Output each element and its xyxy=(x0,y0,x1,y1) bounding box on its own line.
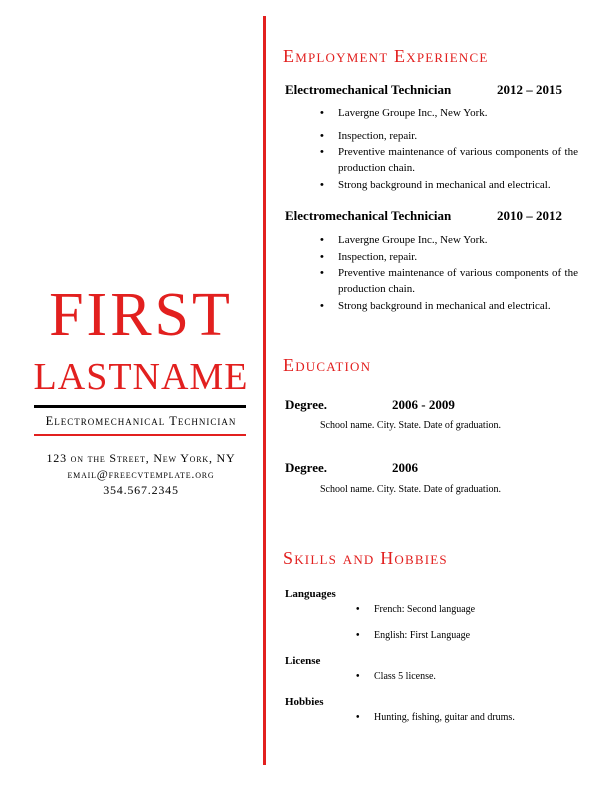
edu-degree-1: Degree. xyxy=(285,397,327,412)
bullet-dot: • xyxy=(356,630,360,641)
edu-detail-1: School name. City. State. Date of graduation. xyxy=(320,420,501,431)
bullet-dot: • xyxy=(356,712,360,723)
last-name: LASTNAME xyxy=(33,356,249,398)
bullet-dot: • xyxy=(320,107,324,119)
edu-detail-2: School name. City. State. Date of graduation. xyxy=(320,484,501,495)
skills-heading: Skills and Hobbies xyxy=(283,548,448,568)
first-name: FIRST xyxy=(49,281,233,349)
contact-email: email@freecvtemplate.org xyxy=(67,467,215,481)
bullet-dot: • xyxy=(356,604,360,615)
hobbies-label: Hobbies xyxy=(285,696,324,708)
contact-phone: 354.567.2345 xyxy=(103,483,179,497)
languages-label: Languages xyxy=(285,588,336,600)
job-title-2: Electromechanical Technician xyxy=(285,208,452,223)
bullet-dot: • xyxy=(320,234,324,246)
license-label: License xyxy=(285,655,321,667)
edu-degree-2: Degree. xyxy=(285,460,327,475)
bullet-dot: • xyxy=(320,179,324,191)
bullet-dot: • xyxy=(320,251,324,263)
red-rule xyxy=(34,434,246,436)
bullet-dot: • xyxy=(320,130,324,142)
bullet-dot: • xyxy=(320,300,324,312)
job-title: Electromechanical Technician xyxy=(45,414,237,428)
employment-heading: Employment Experience xyxy=(283,46,489,66)
education-heading: Education xyxy=(283,355,372,375)
job-years-1: 2012 – 2015 xyxy=(497,82,562,97)
job-years-2: 2010 – 2012 xyxy=(497,208,562,223)
black-rule xyxy=(34,405,246,408)
edu-years-1: 2006 - 2009 xyxy=(392,397,455,412)
job-title-1: Electromechanical Technician xyxy=(285,82,452,97)
bullet-dot: • xyxy=(320,267,324,279)
contact-address: 123 on the Street, New York, NY xyxy=(46,451,236,465)
bullet-dot: • xyxy=(320,146,324,158)
bullet-dot: • xyxy=(356,671,360,682)
resume-page: FIRST LASTNAME Electromechanical Technician 123 on the Street, New York, NY email@freecvtemplate.org 354.567.2345 Employment Experience Electromechanical Technician 2012 – 2015 • Lavergne Groupe Inc., New York. • Inspection, repair. • Preventive maintenance of various components of the production chain. • Strong background in mechanical and electrical. Electromechanical Technician 2010 – 2012 • Lavergne Groupe Inc., New York. • Inspection, repair. • Preventive maintenance of various components of the production chain. • Strong background in mechanical and electrical. Education Degree. 2006 - 2009 School name. City. State. Date of graduation. Degree. 2006 School name. City. State. Date of graduation. Skills and Hobbies Languages • French: Second language • English: First Language License • Class 5 license. Hobbies • Hunting, fishing, guitar and drums. xyxy=(0,0,602,785)
edu-years-2: 2006 xyxy=(392,460,418,475)
